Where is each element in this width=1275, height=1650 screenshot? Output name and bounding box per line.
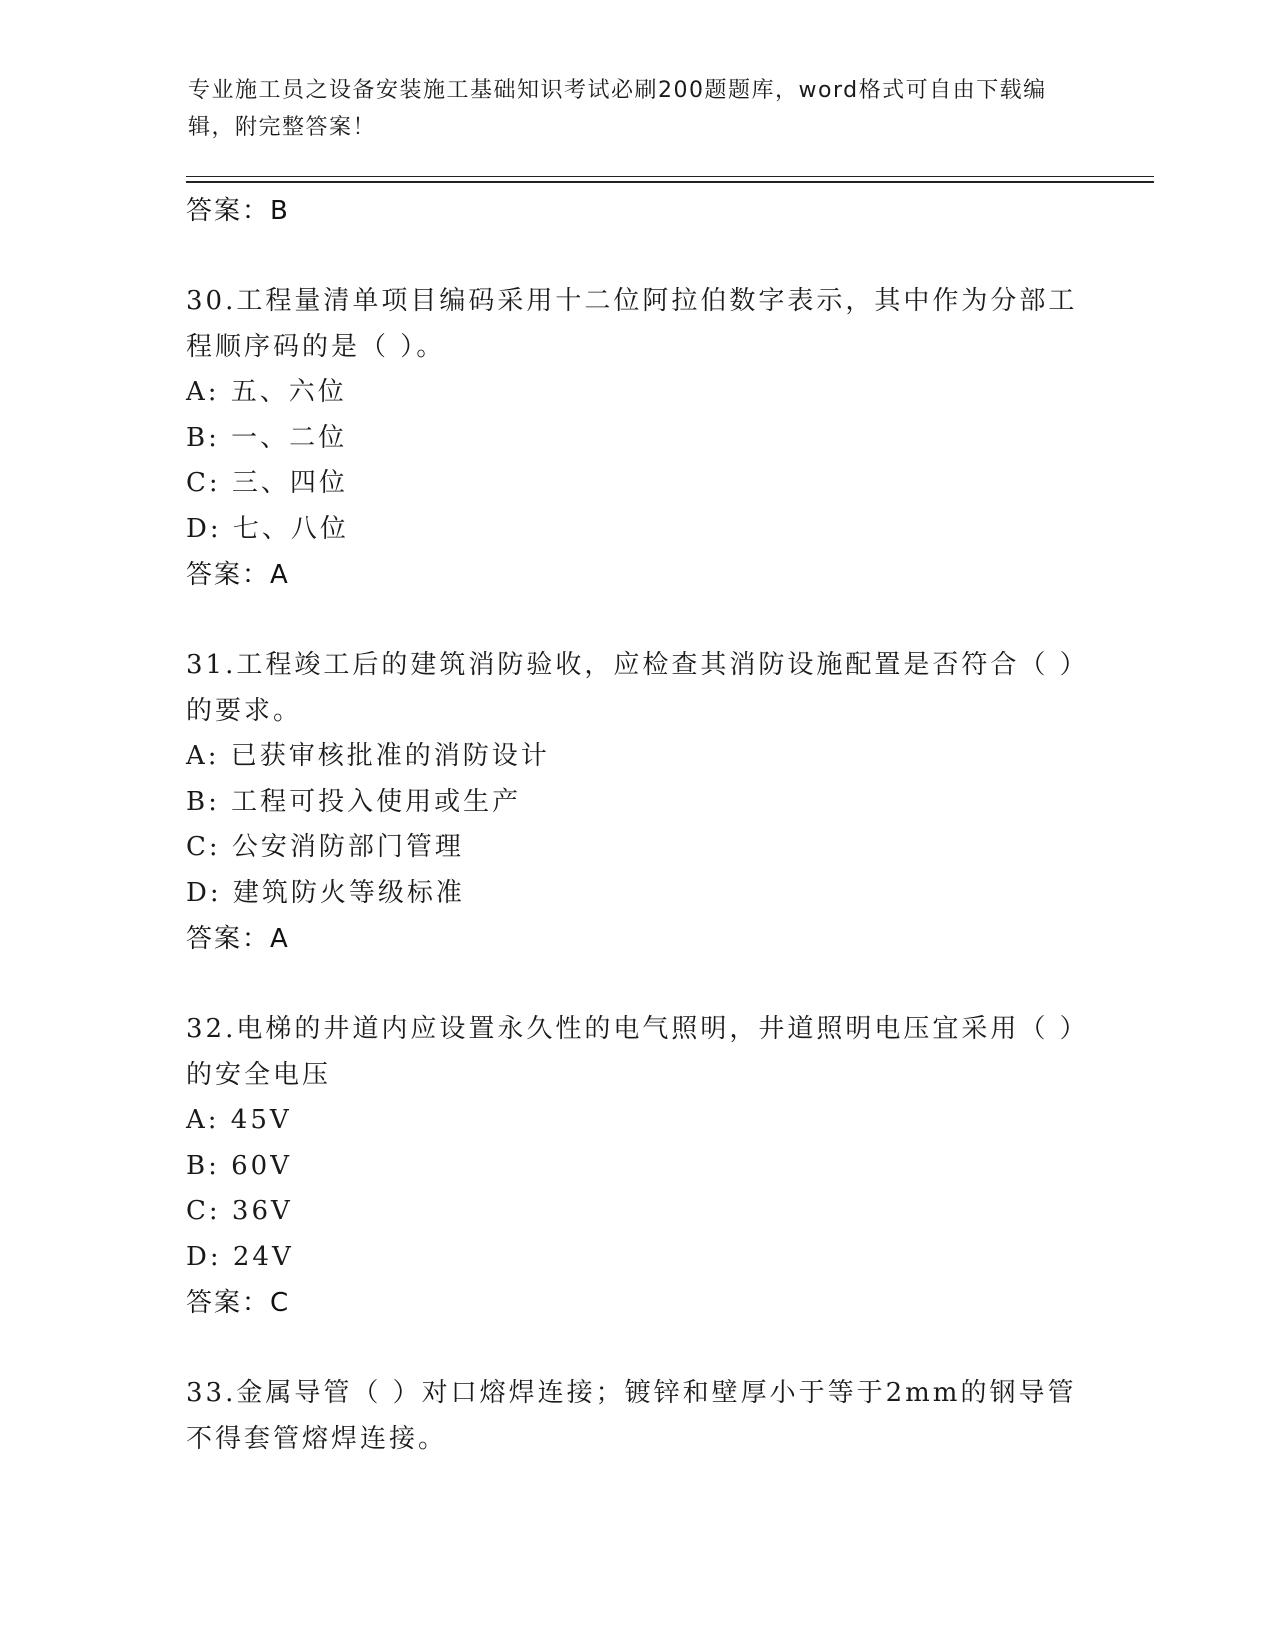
question-list <box>186 188 1086 1462</box>
answer-line: 答案：B <box>186 196 290 226</box>
option-b: B: 60V <box>186 1150 292 1181</box>
document-header: 专业施工员之设备安装施工基础知识考试必刷200题题库，word格式可自由下载编辑，附完整答案！ <box>188 78 1047 140</box>
option-c: C: 36V <box>186 1196 293 1226</box>
option-c: C: 三、四位 <box>186 468 348 498</box>
option-b: B: 一、二位 <box>186 422 348 453</box>
option-b: B: 工程可投入使用或生产 <box>186 786 522 817</box>
question-text: 33.金属导管（ ）对口熔焊连接；镀锌和壁厚小于等于2mm的钢导管不得套管熔焊连接。 <box>186 1378 1077 1454</box>
header-divider-thin <box>186 176 1154 177</box>
question-item <box>186 1370 1086 1462</box>
question-item <box>186 1006 1086 1326</box>
question-text: 31.工程竣工后的建筑消防验收，应检查其消防设施配置是否符合（ ）的要求。 <box>186 650 1076 726</box>
answer-line: 答案：C <box>186 1288 291 1318</box>
option-d: D: 七、八位 <box>186 513 349 544</box>
question-item <box>186 278 1086 598</box>
answer-line: 答案：A <box>186 924 290 954</box>
option-d: D: 24V <box>186 1241 294 1272</box>
header-divider-thick <box>186 181 1154 183</box>
answer-line: 答案：A <box>186 560 290 590</box>
option-a: A: 已获审核批准的消防设计 <box>186 741 550 771</box>
option-a: A: 五、六位 <box>186 377 347 407</box>
question-text: 32.电梯的井道内应设置永久性的电气照明，井道照明电压宜采用（ ）的安全电压 <box>186 1014 1076 1090</box>
question-text: 30.工程量清单项目编码采用十二位阿拉伯数字表示，其中作为分部工程顺序码的是（ ）。 <box>186 286 1078 362</box>
question-item <box>186 642 1086 962</box>
option-c: C: 公安消防部门管理 <box>186 832 464 862</box>
option-d: D: 建筑防火等级标准 <box>186 877 465 908</box>
option-a: A: 45V <box>186 1105 292 1135</box>
